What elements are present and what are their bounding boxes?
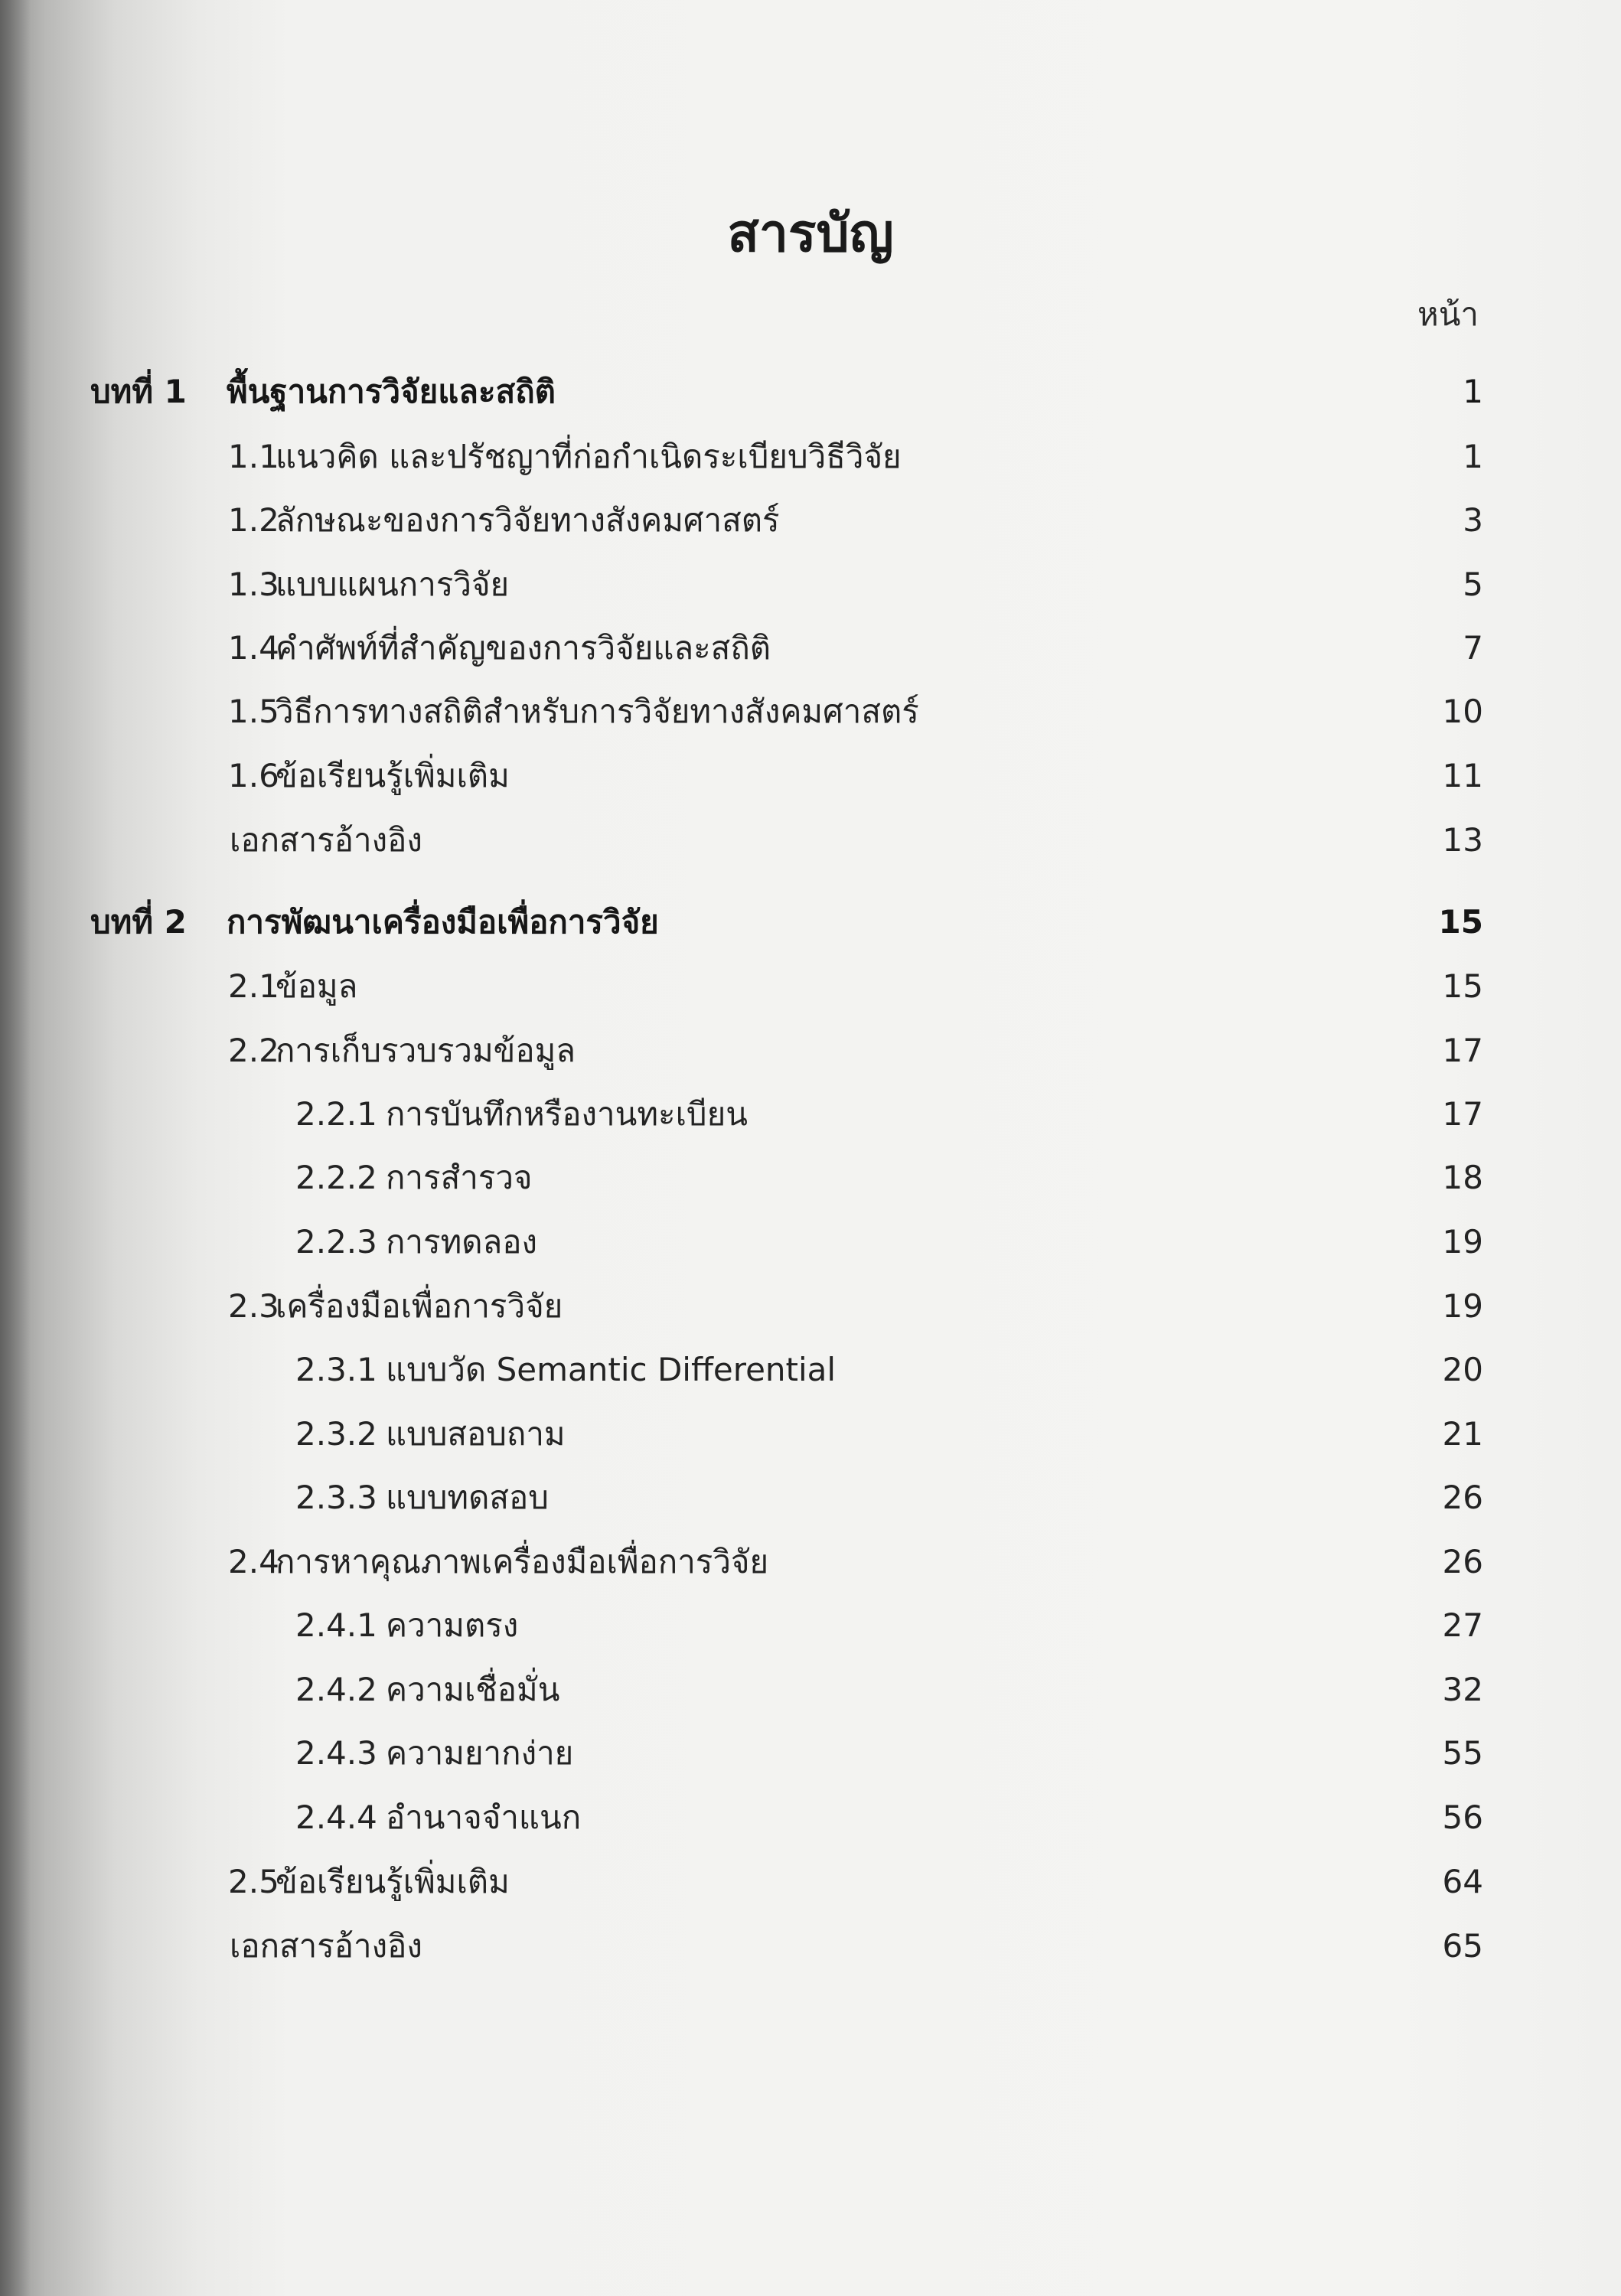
subsection-title: ความเชื่อมั่น bbox=[386, 1671, 560, 1708]
page-number: 21 bbox=[1442, 1415, 1483, 1453]
toc-section-row bbox=[0, 1538, 1621, 1587]
chapter-title: การพัฒนาเครื่องมือเพื่อการวิจัย bbox=[227, 903, 659, 941]
toc-subsection-row bbox=[0, 1090, 1621, 1139]
page-number: 13 bbox=[1442, 821, 1483, 859]
section-number: 2.5 bbox=[228, 1863, 279, 1900]
section-number: 1.1 bbox=[228, 438, 279, 475]
page-number: 7 bbox=[1463, 629, 1483, 667]
toc-section-row bbox=[0, 560, 1621, 609]
toc-references-row bbox=[0, 1922, 1621, 1971]
section-title: ลักษณะของการวิจัยทางสังคมศาสตร์ bbox=[276, 501, 780, 539]
toc-subsection-row bbox=[0, 1665, 1621, 1714]
subsection-title: ความยากง่าย bbox=[386, 1734, 574, 1772]
page-number: 1 bbox=[1463, 438, 1483, 475]
toc-subsection-row bbox=[0, 1793, 1621, 1842]
subsection-number: 2.3.3 bbox=[295, 1479, 377, 1516]
section-number: 1.2 bbox=[228, 501, 279, 539]
page-number: 17 bbox=[1442, 1095, 1483, 1133]
section-title: ข้อเรียนรู้เพิ่มเติม bbox=[276, 757, 510, 794]
toc-section-row bbox=[0, 1282, 1621, 1331]
page-number: 1 bbox=[1463, 373, 1483, 410]
page-number: 17 bbox=[1442, 1032, 1483, 1069]
page-title: สารบัญ bbox=[727, 204, 894, 264]
page-number: 65 bbox=[1442, 1927, 1483, 1965]
toc-chapter-row bbox=[0, 367, 1621, 416]
section-number: 2.4 bbox=[228, 1543, 279, 1580]
toc-section-row bbox=[0, 962, 1621, 1011]
subsection-number: 2.3.2 bbox=[295, 1415, 377, 1453]
subsection-number: 2.2.1 bbox=[295, 1095, 377, 1133]
subsection-number: 2.2.3 bbox=[295, 1223, 377, 1261]
page-number: 10 bbox=[1442, 693, 1483, 730]
subsection-title: อำนาจจำแนก bbox=[386, 1799, 582, 1836]
page-column-header: หน้า bbox=[1417, 295, 1479, 333]
subsection-number: 2.4.2 bbox=[295, 1671, 377, 1708]
section-title: เครื่องมือเพื่อการวิจัย bbox=[276, 1287, 563, 1325]
subsection-number: 2.4.4 bbox=[295, 1799, 377, 1836]
references-title: เอกสารอ้างอิง bbox=[230, 1927, 422, 1965]
references-title: เอกสารอ้างอิง bbox=[230, 821, 422, 859]
section-number: 2.3 bbox=[228, 1287, 279, 1325]
subsection-number: 2.3.1 bbox=[295, 1351, 377, 1388]
chapter-title: พื้นฐานการวิจัยและสถิติ bbox=[227, 373, 556, 410]
toc-section-row bbox=[0, 752, 1621, 801]
page-number: 27 bbox=[1442, 1606, 1483, 1644]
toc-chapter-row bbox=[0, 898, 1621, 947]
section-title: แบบแผนการวิจัย bbox=[276, 566, 510, 603]
subsection-title: ความตรง bbox=[386, 1606, 519, 1644]
toc-subsection-row bbox=[0, 1601, 1621, 1650]
page-number: 5 bbox=[1463, 566, 1483, 603]
chapter-number: บทที่ 1 bbox=[90, 373, 187, 410]
toc-subsection-row bbox=[0, 1410, 1621, 1459]
subsection-title: แบบวัด Semantic Differential bbox=[386, 1351, 837, 1388]
toc-subsection-row bbox=[0, 1218, 1621, 1267]
page-number: 15 bbox=[1438, 903, 1483, 941]
section-number: 2.1 bbox=[228, 967, 279, 1005]
toc-section-row bbox=[0, 1026, 1621, 1075]
section-title: การเก็บรวบรวมข้อมูล bbox=[276, 1032, 576, 1069]
section-title: ข้อมูล bbox=[276, 967, 358, 1005]
section-number: 1.6 bbox=[228, 757, 279, 794]
page-number: 64 bbox=[1442, 1863, 1483, 1900]
subsection-title: การทดลอง bbox=[386, 1223, 538, 1261]
section-title: ข้อเรียนรู้เพิ่มเติม bbox=[276, 1863, 510, 1900]
page-number: 19 bbox=[1442, 1287, 1483, 1325]
subsection-title: การสำรวจ bbox=[386, 1159, 533, 1196]
section-number: 1.5 bbox=[228, 693, 279, 730]
chapter-number: บทที่ 2 bbox=[90, 903, 187, 941]
section-number: 1.3 bbox=[228, 566, 279, 603]
toc-section-row bbox=[0, 1857, 1621, 1906]
page-number: 32 bbox=[1442, 1671, 1483, 1708]
subsection-number: 2.2.2 bbox=[295, 1159, 377, 1196]
page-number: 3 bbox=[1463, 501, 1483, 539]
subsection-title: การบันทึกหรืองานทะเบียน bbox=[386, 1095, 748, 1133]
page-number: 26 bbox=[1442, 1479, 1483, 1516]
subsection-number: 2.4.3 bbox=[295, 1734, 377, 1772]
page-number: 11 bbox=[1442, 757, 1483, 794]
toc-references-row bbox=[0, 816, 1621, 865]
section-title: วิธีการทางสถิติสำหรับการวิจัยทางสังคมศาสตร์ bbox=[276, 693, 919, 730]
subsection-number: 2.4.1 bbox=[295, 1606, 377, 1644]
section-title: การหาคุณภาพเครื่องมือเพื่อการวิจัย bbox=[276, 1543, 769, 1580]
toc-subsection-row bbox=[0, 1473, 1621, 1522]
page-number: 18 bbox=[1442, 1159, 1483, 1196]
toc-section-row bbox=[0, 496, 1621, 545]
page-number: 55 bbox=[1442, 1734, 1483, 1772]
toc-subsection-row bbox=[0, 1153, 1621, 1202]
toc-section-row bbox=[0, 432, 1621, 481]
section-number: 2.2 bbox=[228, 1032, 279, 1069]
toc-subsection-row bbox=[0, 1729, 1621, 1778]
toc-section-row bbox=[0, 687, 1621, 736]
subsection-title: แบบทดสอบ bbox=[386, 1479, 549, 1516]
page-number: 15 bbox=[1442, 967, 1483, 1005]
page-number: 19 bbox=[1442, 1223, 1483, 1261]
section-title: คำศัพท์ที่สำคัญของการวิจัยและสถิติ bbox=[276, 629, 771, 667]
section-title: แนวคิด และปรัชญาที่ก่อกำเนิดระเบียบวิธีวิจัย bbox=[276, 438, 902, 475]
page-number: 26 bbox=[1442, 1543, 1483, 1580]
toc-subsection-row bbox=[0, 1345, 1621, 1394]
subsection-title: แบบสอบถาม bbox=[386, 1415, 566, 1453]
page-number: 20 bbox=[1442, 1351, 1483, 1388]
section-number: 1.4 bbox=[228, 629, 279, 667]
page-number: 56 bbox=[1442, 1799, 1483, 1836]
toc-section-row bbox=[0, 624, 1621, 673]
